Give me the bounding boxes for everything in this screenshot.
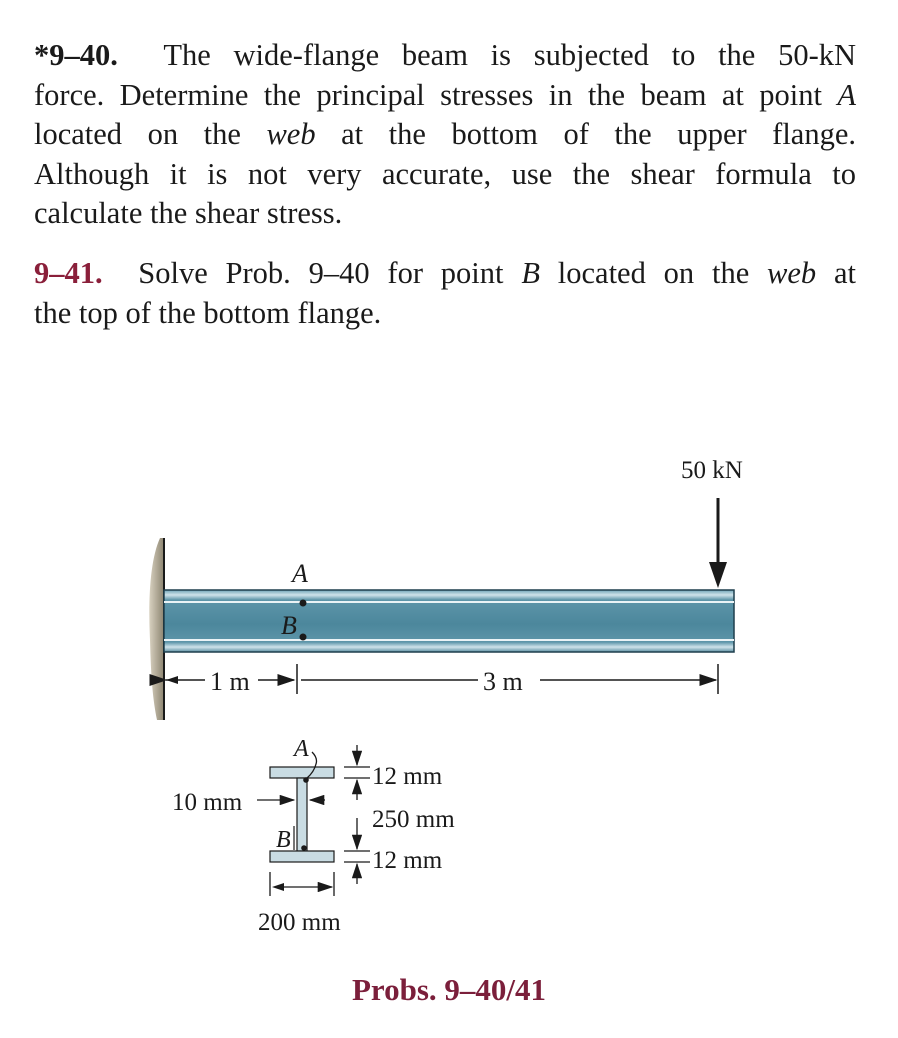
problem-9-40-line-5: calculate the shear stress. (34, 196, 343, 230)
dim-1m: 1 m (210, 667, 250, 696)
point-a-label: A (292, 559, 308, 588)
force-label: 50 kN (681, 457, 743, 484)
problem-9-41-line-2: the top of the bottom flange. (34, 295, 382, 330)
top-flange (270, 767, 334, 778)
dim-10mm: 10 mm (172, 789, 243, 816)
point-b-dot (300, 634, 307, 641)
problem-9-40-line-2: force. Determine the principal stresses in the beam at point A (34, 77, 856, 112)
point-b-label: B (281, 611, 297, 640)
dim-3m: 3 m (483, 667, 523, 696)
dim-250mm: 250 mm (372, 806, 455, 833)
fixed-wall (149, 538, 164, 720)
web (297, 778, 307, 851)
cantilever-beam (164, 590, 734, 652)
section-point-b-dot (301, 845, 307, 851)
problem-9-40-line-3: located on the web at the bottom of the upper flange. (34, 117, 857, 151)
problem-number: *9–40. (34, 38, 118, 72)
section-point-b-label: B (276, 827, 291, 853)
point-a-dot (300, 600, 307, 607)
dim-12mm-bottom: 12 mm (372, 847, 443, 874)
dim-12mm-top: 12 mm (372, 763, 443, 790)
flange-width-dim (270, 872, 334, 896)
problem-9-40-line-4: Although it is not very accurate, use the shear formula to (34, 156, 856, 191)
problem-9-40-line-1: *9–40. The wide-flange beam is subjected to the 50-kN (34, 38, 857, 72)
dim-200mm: 200 mm (258, 909, 341, 936)
section-point-a-dot (303, 777, 309, 783)
vertical-dims (344, 745, 370, 884)
section-point-a-label: A (294, 736, 309, 762)
problem-number: 9–41. (34, 256, 103, 290)
problem-9-41-line-1: 9–41. Solve Prob. 9–40 for point B located on the web at (34, 256, 857, 290)
force-arrow (709, 498, 727, 588)
figure-caption: Probs. 9–40/41 (351, 972, 547, 1007)
